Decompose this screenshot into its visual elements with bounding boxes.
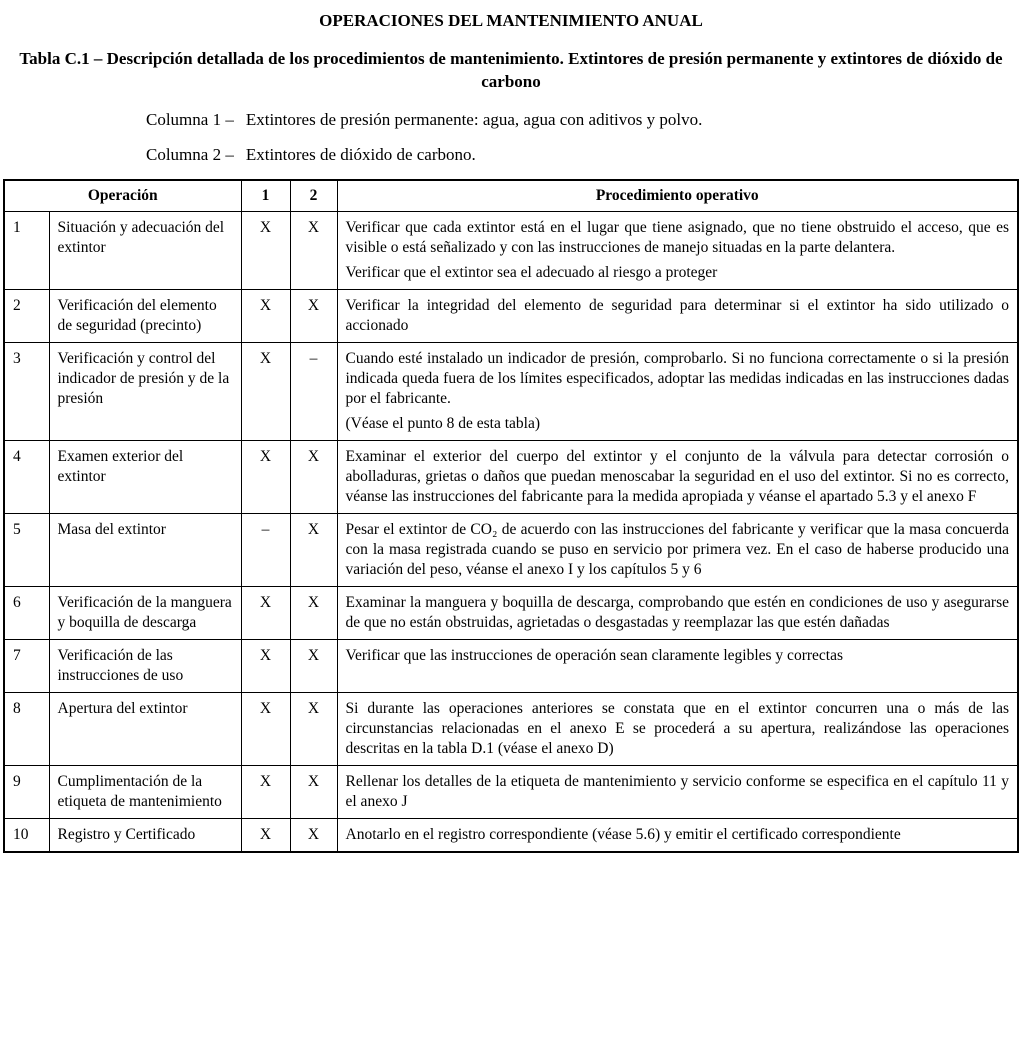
procedure-paragraph: Si durante las operaciones anteriores se constata que en el extintor concurren una o más de las circunstancias relacionadas en el anexo E se procederá a su apertura, realizándose las operaciones descritas en la tabla D.1 (véase el anexo D) [345, 699, 1009, 757]
column-2-mark-cell: X [290, 289, 337, 342]
procedure-cell [337, 586, 1018, 639]
row-number-cell: 3 [4, 342, 49, 440]
column-note-text: Extintores de dióxido de carbono. [245, 145, 476, 164]
procedure-paragraph: Examinar el exterior del cuerpo del extintor y el conjunto de la válvula para detectar corrosión o abolladuras, grietas o daños que puedan menoscabar la seguridad en el uso del extintor. Si no es correcto, véanse las instrucciones del fabricante para la medida apropiada y véanse el apartado 5.3 y el anexo F [345, 447, 1009, 505]
procedure-cell [337, 342, 1018, 440]
row-number-cell: 6 [4, 586, 49, 639]
procedure-paragraph: Anotarlo en el registro correspondiente (véase 5.6) y emitir el certificado correspondiente [345, 825, 901, 843]
column-2-mark-cell: X [290, 639, 337, 692]
column-2-mark-cell: X [290, 440, 337, 513]
procedure-cell [337, 289, 1018, 342]
row-number-cell: 5 [4, 513, 49, 586]
procedure-paragraph: Verificar que cada extintor está en el lugar que tiene asignado, que no tiene obstruido el acceso, que es visible o está señalizado y con las instrucciones de manejo situadas en la parte delantera. [345, 218, 1009, 256]
column-note [146, 109, 1019, 130]
column-1-mark-cell: X [241, 289, 290, 342]
column-1-mark-cell: X [241, 342, 290, 440]
procedure-cell [337, 818, 1018, 852]
operation-cell: Apertura del extintor [49, 692, 241, 765]
column-1-mark-cell: X [241, 440, 290, 513]
header-procedure: Procedimiento operativo [337, 180, 1018, 211]
row-number-cell: 9 [4, 765, 49, 818]
header-operation: Operación [4, 180, 241, 211]
table-caption: Tabla C.1 – Descripción detallada de los procedimientos de mantenimiento. Extintores de presión permanente y extintores de dióxido de carbono [19, 49, 1003, 91]
procedure-paragraph: Verificar la integridad del elemento de seguridad para determinar si el extintor ha sido utilizado o accionado [345, 296, 1009, 334]
column-1-mark-cell: X [241, 765, 290, 818]
table-row [4, 513, 1018, 586]
table-row [4, 342, 1018, 440]
column-1-mark-cell: X [241, 586, 290, 639]
maintenance-operations-table [3, 179, 1019, 853]
column-2-mark-cell: X [290, 692, 337, 765]
operation-cell: Masa del extintor [49, 513, 241, 586]
column-2-mark-cell: X [290, 818, 337, 852]
column-2-mark-cell: X [290, 765, 337, 818]
column-note-label: Columna 1 – [146, 110, 234, 129]
operation-cell: Verificación de las instrucciones de uso [49, 639, 241, 692]
operation-cell: Verificación del elemento de seguridad (precinto) [49, 289, 241, 342]
table-row [4, 818, 1018, 852]
operation-cell: Cumplimentación de la etiqueta de mantenimiento [49, 765, 241, 818]
procedure-cell [337, 211, 1018, 289]
column-2-mark-cell: X [290, 586, 337, 639]
procedure-paragraph: Cuando esté instalado un indicador de presión, comprobarlo. Si no funciona correctamente o si la presión indicada queda fuera de los límites especificados, adoptar las medidas indicadas en las instrucciones dadas por el fabricante. [345, 349, 1009, 407]
column-1-mark-cell: – [241, 513, 290, 586]
procedure-cell [337, 639, 1018, 692]
header-row [4, 180, 1018, 211]
column-note-label: Columna 2 – [146, 145, 234, 164]
operation-cell: Registro y Certificado [49, 818, 241, 852]
column-note-text: Extintores de presión permanente: agua, agua con aditivos y polvo. [245, 110, 703, 129]
table-header [4, 180, 1018, 211]
operation-cell: Examen exterior del extintor [49, 440, 241, 513]
table-row [4, 289, 1018, 342]
procedure-paragraph: Rellenar los detalles de la etiqueta de mantenimiento y servicio conforme se especifica en el capítulo 11 y el anexo J [345, 772, 1009, 810]
procedure-cell [337, 692, 1018, 765]
row-number-cell: 1 [4, 211, 49, 289]
page-title: OPERACIONES DEL MANTENIMIENTO ANUAL [319, 11, 703, 30]
column-1-mark-cell: X [241, 211, 290, 289]
column-notes [146, 109, 1019, 165]
table-row [4, 765, 1018, 818]
procedure-paragraph: Examinar la manguera y boquilla de descarga, comprobando que estén en condiciones de uso y asegurarse de que no están obstruidas, agrietadas o desgastadas y reemplazar las que estén dañadas [345, 593, 1009, 631]
table-row [4, 692, 1018, 765]
operation-cell: Verificación y control del indicador de presión y de la presión [49, 342, 241, 440]
column-2-mark-cell: X [290, 513, 337, 586]
column-note [146, 144, 1019, 165]
column-2-mark-cell: – [290, 342, 337, 440]
table-body [4, 211, 1018, 852]
procedure-cell [337, 765, 1018, 818]
table-row [4, 211, 1018, 289]
column-2-mark-cell: X [290, 211, 337, 289]
row-number-cell: 8 [4, 692, 49, 765]
operation-cell: Situación y adecuación del extintor [49, 211, 241, 289]
header-column-1: 1 [241, 180, 290, 211]
procedure-paragraph: (Véase el punto 8 de esta tabla) [345, 414, 541, 432]
row-number-cell: 2 [4, 289, 49, 342]
procedure-paragraph: Pesar el extintor de CO₂ de acuerdo con las instrucciones del fabricante y verificar que la masa concuerda con la masa registrada cuando se puso en servicio por primera vez. En el caso de haberse producido una variación del peso, véanse el anexo I y los capítulos 5 y 6 [345, 520, 1009, 578]
operation-cell: Verificación de la manguera y boquilla de descarga [49, 586, 241, 639]
row-number-cell: 4 [4, 440, 49, 513]
table-row [4, 639, 1018, 692]
header-column-2: 2 [290, 180, 337, 211]
table-row [4, 586, 1018, 639]
row-number-cell: 7 [4, 639, 49, 692]
column-1-mark-cell: X [241, 692, 290, 765]
procedure-paragraph: Verificar que las instrucciones de operación sean claramente legibles y correctas [345, 646, 843, 664]
procedure-cell [337, 513, 1018, 586]
procedure-cell [337, 440, 1018, 513]
procedure-paragraph: Verificar que el extintor sea el adecuado al riesgo a proteger [345, 263, 718, 281]
column-1-mark-cell: X [241, 818, 290, 852]
table-row [4, 440, 1018, 513]
row-number-cell: 10 [4, 818, 49, 852]
column-1-mark-cell: X [241, 639, 290, 692]
